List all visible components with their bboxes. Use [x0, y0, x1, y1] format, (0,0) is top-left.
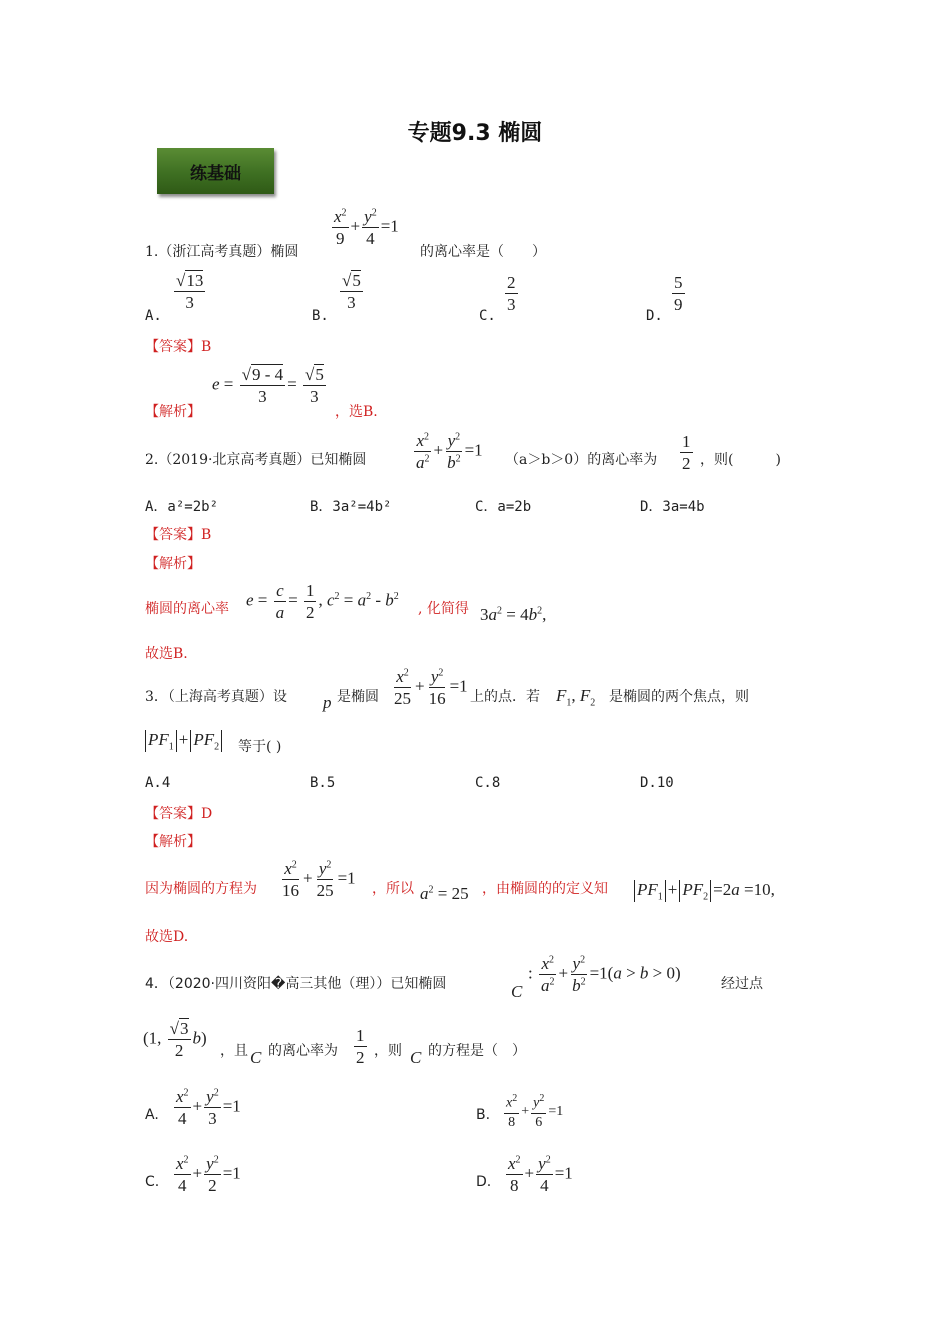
q1-stem: 1.（浙江高考真题）椭圆 — [145, 244, 299, 260]
q2-solution-mid: , 化简得 — [418, 601, 469, 617]
q1-analysis-formula: e = $\frac{√9 - 4}{3}$ = $\frac{√5}{3}$ — [212, 365, 324, 406]
q4-option-c-equation: $\frac{x^2}{4}$ + $\frac{y^2}{2}$ =1 — [176, 1154, 241, 1195]
q3-stem2: 是椭圆 — [337, 689, 379, 705]
q1-option-a: A. — [145, 308, 162, 324]
q4-option-b-equation: $\frac{x^2}{8}$ + $\frac{y^2}{6}$ =1 — [506, 1093, 564, 1130]
q4-stem: 4．（2020·四川资阳�高三其他（理））已知椭圆 — [145, 976, 447, 992]
q2-solution-end: 故选B. — [145, 646, 188, 662]
q4-option-b: B. — [476, 1107, 491, 1123]
q4-option-c: C. — [145, 1174, 160, 1190]
q1-option-c-value: $\frac{2}{3}$ — [507, 273, 516, 314]
q1-option-d-value: $\frac{5}{9}$ — [674, 273, 683, 314]
q3-solution-equation: $\frac{x^2}{16}$ + $\frac{y^2}{25}$ =1 — [282, 859, 356, 900]
q4-point: (1, $\frac{√3}{2}$ b) — [143, 1019, 207, 1060]
q3-stem: 3．（上海高考真题）设 — [145, 689, 287, 705]
q4-curve-c2: C — [250, 1048, 262, 1067]
q4-stem2: 经过点 — [721, 976, 763, 992]
q1-analysis-label: 【解析】 — [145, 404, 201, 420]
q2-solution-formula: e = $\frac{c}{a}$ = $\frac{1}{2}$ , $c^2 = a^2 - b^2$ — [246, 581, 399, 622]
q3-solution-c: ，由椭圆的的定义知 — [482, 881, 608, 897]
q2-condition: （a＞b＞0）的离心率为 — [505, 452, 658, 468]
q3-answer: 【答案】D — [145, 806, 213, 822]
q1-option-a-value: $\frac{√13}{3}$ — [176, 271, 204, 312]
page-title: 专题9.3 椭圆 — [407, 121, 543, 146]
q4-option-a: A. — [145, 1107, 159, 1123]
q2-option-c: C．a=2b — [475, 499, 532, 515]
q3-stem3: 上的点．若 — [470, 689, 540, 705]
q3-solution-b: ，所以 — [372, 881, 414, 897]
q4-equation: : $\frac{x^2}{a^2}$ + $\frac{y^2}{b^2}$ =1(a > b > 0) — [528, 954, 681, 995]
q1-tail: 的离心率是（ ） — [420, 244, 546, 260]
q3-stem4: 是椭圆的两个焦点，则 — [609, 689, 749, 705]
q3-foci: $F_1$, $F_2$ — [556, 686, 596, 709]
q3-option-d: D.10 — [640, 775, 674, 791]
q4-line2-b: 的离心率为 — [268, 1043, 338, 1059]
q3-option-c: C.8 — [475, 775, 501, 791]
q4-line2-c: ，则 — [374, 1043, 402, 1059]
q3-equation: $\frac{x^2}{25}$ + $\frac{y^2}{16}$ =1 — [394, 667, 468, 708]
q1-option-d: D. — [646, 308, 663, 324]
q2-solution-result: $3a^2 = 4b^2$, — [480, 605, 547, 624]
q3-solution-end: 故选D. — [145, 929, 189, 945]
q3-analysis-label: 【解析】 — [145, 834, 201, 850]
q3-line2: 等于( ) — [238, 739, 282, 755]
q4-line2-a: ，且 — [220, 1043, 248, 1059]
q3-option-b: B.5 — [310, 775, 336, 791]
q3-sum-expr: $PF_1 + PF_2$ — [143, 730, 224, 752]
q4-curve-c: C — [511, 982, 523, 1001]
q2-option-a: A．a²=2b² — [145, 499, 219, 515]
q4-option-d-equation: $\frac{x^2}{8}$ + $\frac{y^2}{4}$ =1 — [508, 1154, 573, 1195]
q4-option-d: D. — [476, 1174, 492, 1190]
q4-option-a-equation: $\frac{x^2}{4}$ + $\frac{y^2}{3}$ =1 — [176, 1087, 241, 1128]
q2-option-b: B．3a²=4b² — [310, 499, 392, 515]
q1-option-b-value: $\frac{√5}{3}$ — [342, 271, 361, 312]
q1-analysis-tail: ，选B. — [335, 404, 378, 420]
section-badge: 练基础 — [157, 148, 274, 194]
q2-analysis-label: 【解析】 — [145, 556, 201, 572]
q3-solution-result: $PF_1 + PF_2 =2a =10$, — [632, 880, 775, 902]
q2-tail: ，则( ) — [700, 452, 781, 468]
q1-answer: 【答案】B — [145, 339, 212, 355]
q4-line2-d: 的方程是（ ） — [428, 1043, 526, 1059]
q3-point-p: p — [323, 693, 332, 712]
q2-answer: 【答案】B — [145, 527, 212, 543]
q4-half: $\frac{1}{2}$ — [356, 1026, 365, 1067]
q1-option-b: B. — [312, 308, 329, 324]
q3-solution-a2: $a^2 = 25$ — [420, 884, 469, 903]
q2-option-d: D．3a=4b — [640, 499, 705, 515]
q2-equation: $\frac{x^2}{a^2}$ + $\frac{y^2}{b^2}$ =1 — [416, 431, 483, 472]
q2-stem: 2.（2019·北京高考真题）已知椭圆 — [145, 452, 367, 468]
q4-curve-c3: C — [410, 1048, 422, 1067]
q1-equation: $\frac{x^2}{9}$ + $\frac{y^2}{4}$ =1 — [334, 207, 399, 248]
q2-half: $\frac{1}{2}$ — [682, 432, 691, 473]
q3-option-a: A.4 — [145, 775, 171, 791]
q1-option-c: C. — [479, 308, 496, 324]
q2-solution-prefix: 椭圆的离心率 — [145, 601, 229, 617]
q3-solution-a: 因为椭圆的方程为 — [145, 881, 257, 897]
